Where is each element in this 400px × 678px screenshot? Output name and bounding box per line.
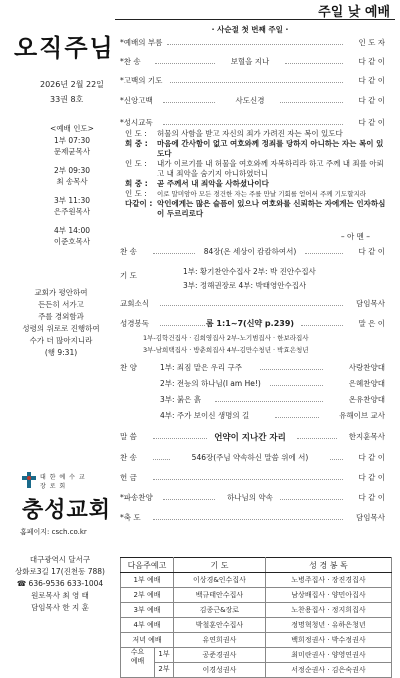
- schedule-service: 2부 예배: [121, 588, 174, 603]
- leader-dots: [330, 459, 343, 460]
- table-row: [121, 588, 392, 603]
- verse-line: 수가 더 많아지니라: [29, 336, 93, 345]
- leader-dots: [167, 44, 343, 45]
- leader-dots: [270, 385, 323, 386]
- schedule-header-row: [121, 558, 392, 573]
- order-label: 교회소식: [120, 299, 149, 308]
- phone-line: ☎ 636-9536 633-1004: [16, 579, 104, 588]
- order-leader: 담임목사: [356, 513, 385, 522]
- reading-line: [125, 159, 387, 179]
- reading-line: [125, 199, 387, 219]
- leader-dots: [280, 499, 343, 500]
- verse-line: 성령의 위로로 진행하여: [22, 324, 100, 333]
- reading-text: 곧 주께서 내 죄악을 사하셨나이다: [157, 179, 269, 188]
- verse-line: 든든히 서가고: [38, 300, 84, 309]
- wednesday-parts: [154, 648, 173, 677]
- schedule-prayer: 박철훈안수집사: [174, 618, 266, 633]
- choir-name: 사랑찬양대: [348, 363, 385, 372]
- order-label: 찬 송: [120, 453, 137, 462]
- order-label: *축 도: [120, 513, 141, 522]
- order-leader: 다 같 이: [358, 76, 385, 85]
- reading-text: 허물의 사함을 받고 자신의 죄가 가려진 자는 복이 있도다: [157, 129, 343, 138]
- reading-line: [125, 189, 387, 199]
- worship-leader: 은주원목사: [53, 207, 91, 216]
- order-center: 84장(온 세상이 캄캄하여서): [203, 247, 297, 256]
- leader-dots: [160, 305, 343, 306]
- worship-leaders: [40, 123, 104, 247]
- choir-name: 은혜찬양대: [348, 379, 385, 388]
- leader-dots: [280, 102, 343, 103]
- amen-text: – 아 멘 –: [340, 232, 370, 241]
- order-label: 찬 송: [120, 247, 137, 256]
- reading-assignment-line: 1부-김학건집사 · 김희영집사 2부-노기범집사 · 한보라집사: [143, 334, 309, 342]
- service-heading: 주일 낮 예배: [318, 5, 390, 20]
- worship-leader: 문제균목사: [53, 147, 91, 156]
- reading-text: 마음에 간사함이 없고 여호와께 정죄를 당하지 아니하는 자는 복이 있도다: [157, 139, 384, 158]
- choir-song: 4부: 주가 보이신 생명의 길: [160, 411, 250, 420]
- leader-dots: [260, 369, 323, 370]
- prayer-line: 3부: 정해권장로 4부: 박태영안수집사: [183, 281, 307, 290]
- choir-song: 1부: 죄짐 맡은 우리 구주: [160, 363, 243, 372]
- leader-dots: [153, 479, 343, 480]
- wednesday-part: 1부: [155, 648, 173, 663]
- worship-time: 3부 11:30: [53, 196, 90, 205]
- senior-pastor: 담임목사 한 지 훈: [31, 603, 89, 612]
- order-label: 기 도: [120, 271, 137, 280]
- order-center: 보혈을 지나: [230, 57, 270, 66]
- worship-leaders-title: <예배 인도>: [50, 124, 94, 133]
- church-address: [6, 554, 114, 614]
- schedule-prayer: 공준경권사: [174, 648, 266, 663]
- reading-line: [125, 179, 387, 189]
- order-label: *신앙고백: [120, 96, 153, 105]
- wednesday-service-cell: [121, 648, 174, 678]
- address-line: 상화로3길 17(진천동 788): [15, 567, 105, 576]
- table-row: [121, 573, 392, 588]
- logo-text-top: 대 한 예 수 교: [40, 474, 86, 481]
- reading-speaker: 인 도 :: [125, 129, 147, 138]
- reading-text: 내가 이르기를 내 허물을 여호와께 자복하리라 하고 주께 내 죄를 아뢰고 내 죄악을 숨기지 아니하였더니: [157, 159, 384, 178]
- order-leader: 다 같 이: [358, 473, 385, 482]
- wednesday-part: 2부: [158, 665, 170, 673]
- leader-dots: [305, 253, 343, 254]
- schedule-prayer: 김종근&장로: [174, 603, 266, 618]
- choir-name: 유해이브 교사: [339, 411, 385, 420]
- order-leader: 말 은 이: [358, 319, 385, 328]
- order-center: 롬 1:1∼7(신약 p.239): [205, 319, 295, 328]
- leader-dots: [285, 63, 343, 64]
- order-leader: 다 같 이: [358, 57, 385, 66]
- reading-text: 이로 말미암아 모든 경건한 자는 주를 만날 기회를 얻어서 주께 기도할지라: [157, 190, 367, 198]
- reading-assignments-list: [143, 332, 309, 356]
- order-leader: 다 같 이: [358, 96, 385, 105]
- worship-time: 2부 09:30: [53, 166, 90, 175]
- order-of-worship: [115, 0, 395, 650]
- prayer-assignments: [183, 265, 316, 293]
- address-line: 대구광역시 달서구: [29, 555, 91, 564]
- schedule-reading: 노찬용집사 · 정지희집사: [265, 603, 391, 618]
- order-label: *성시교독: [120, 118, 153, 127]
- reading-line: [125, 139, 387, 159]
- responsive-reading: [125, 129, 387, 219]
- schedule-prayer: 이상경&인수집사: [174, 573, 266, 588]
- schedule-header: 기 도: [174, 558, 266, 573]
- order-center: 546장(주님 약속하신 말씀 위에 서): [191, 453, 309, 462]
- next-week-schedule: [120, 557, 392, 678]
- schedule-service: 1부 예배: [121, 573, 174, 588]
- leader-dots: [297, 438, 337, 439]
- order-label: 말 씀: [120, 432, 137, 441]
- choir-song: 3부: 붉은 흙: [160, 395, 202, 404]
- service-subheading: · 사순절 첫 번째 주일 ·: [211, 25, 289, 34]
- left-column: [0, 0, 115, 650]
- schedule-reading: 서정순권사 · 김은숙권사: [265, 663, 391, 678]
- table-row: [121, 603, 392, 618]
- verse-line: 교회가 평안하여: [34, 288, 88, 297]
- leader-dots: [275, 417, 319, 418]
- choir-song: 2부: 전능의 하나님(I am He!): [160, 379, 261, 388]
- reading-line: [125, 129, 387, 139]
- order-label: *찬 송: [120, 57, 141, 66]
- schedule-prayer: 유연희권사: [174, 633, 266, 648]
- verse-line: (행 9:31): [44, 348, 78, 357]
- church-name: 충성교회: [22, 498, 112, 523]
- leader-dots: [215, 401, 323, 402]
- worship-leader: 이준호목사: [53, 237, 91, 246]
- schedule-header: 다음주예고: [121, 558, 174, 573]
- reading-speaker: 다같이 :: [125, 199, 153, 208]
- order-center: 하나님의 약속: [227, 493, 273, 502]
- worship-time: 4부 14:00: [53, 226, 90, 235]
- schedule-service: 4부 예배: [121, 618, 174, 633]
- leader-dots: [153, 519, 343, 520]
- reading-speaker: 인 도 :: [125, 159, 147, 168]
- order-leader: 담임목사: [356, 299, 385, 308]
- worship-time: 1부 07:30: [53, 136, 90, 145]
- leader-dots: [301, 325, 343, 326]
- order-leader: 다 같 이: [358, 493, 385, 502]
- schedule-header: 성 경 봉 독: [265, 558, 391, 573]
- order-leader: 다 같 이: [358, 247, 385, 256]
- schedule-service: 저녁 예배: [121, 633, 174, 648]
- schedule-prayer: 이경성권사: [174, 663, 266, 678]
- leader-dots: [163, 124, 343, 125]
- order-leader: 인 도 자: [358, 38, 385, 47]
- wednesday-cell-inner: [121, 648, 173, 677]
- schedule-reading: 노병주집사 · 장진경집사: [265, 573, 391, 588]
- reading-assignment-line: 3부-남희택집사 · 방춘희집사 4부-김만수청년 · 박효은청년: [143, 346, 309, 354]
- order-leader: 다 같 이: [358, 118, 385, 127]
- reading-speaker: 회 중 :: [125, 139, 148, 148]
- sermon-title: 언약이 지나간 자리: [214, 433, 286, 443]
- schedule-reading: 정명혁청년 · 유하은청년: [265, 618, 391, 633]
- logo-text-bottom: 장 로 회: [40, 483, 67, 490]
- bulletin-issue: 33권 8호: [50, 95, 84, 104]
- worship-leader: 최 송목사: [56, 177, 88, 186]
- wednesday-label: 수요 예배: [130, 648, 145, 665]
- reading-speaker: 인 도 :: [125, 189, 147, 198]
- leader-dots: [170, 82, 343, 83]
- bulletin-date: 2026년 2월 22일: [40, 80, 104, 89]
- order-label: *예배의 부름: [120, 38, 163, 47]
- table-row: [121, 633, 392, 648]
- order-leader: 한지훈목사: [348, 432, 385, 441]
- church-logo-icon: [22, 472, 36, 492]
- reading-speaker: 회 중 :: [125, 179, 148, 188]
- order-label: 헌 금: [120, 473, 137, 482]
- schedule-reading: 백희정권사 · 박수정권사: [265, 633, 391, 648]
- bulletin-title: 오직주님: [14, 34, 115, 62]
- verse-line: 주를 경외함과: [38, 312, 84, 321]
- schedule-prayer: 백규태안수집사: [174, 588, 266, 603]
- order-label: *파송찬양: [120, 493, 153, 502]
- order-center: 사도신경: [235, 96, 265, 105]
- order-label: 성경봉독: [120, 319, 149, 328]
- scripture-verse: [6, 287, 116, 359]
- order-label: 찬 양: [120, 363, 137, 372]
- reading-text: 악인에게는 많은 슬픔이 있으나 여호와를 신뢰하는 자에게는 인자하심이 두르리로다: [157, 199, 386, 218]
- schedule-reading: 남상배집사 · 양민아집사: [265, 588, 391, 603]
- prayer-line: 1부: 황기찬안수집사 2부: 박 진안수집사: [183, 267, 316, 276]
- schedule-reading: 최미란권사 · 양영연권사: [265, 648, 391, 663]
- homepage[interactable]: 홈페이지: csch.co.kr: [20, 528, 87, 536]
- table-row: [121, 618, 392, 633]
- order-leader: 다 같 이: [358, 453, 385, 462]
- order-label: *고백의 기도: [120, 76, 163, 85]
- heading-divider: [115, 19, 395, 20]
- pastor-emeritus: 원로목사 최 영 태: [31, 591, 89, 600]
- choir-name: 온유찬양대: [348, 395, 385, 404]
- schedule-service: 3부 예배: [121, 603, 174, 618]
